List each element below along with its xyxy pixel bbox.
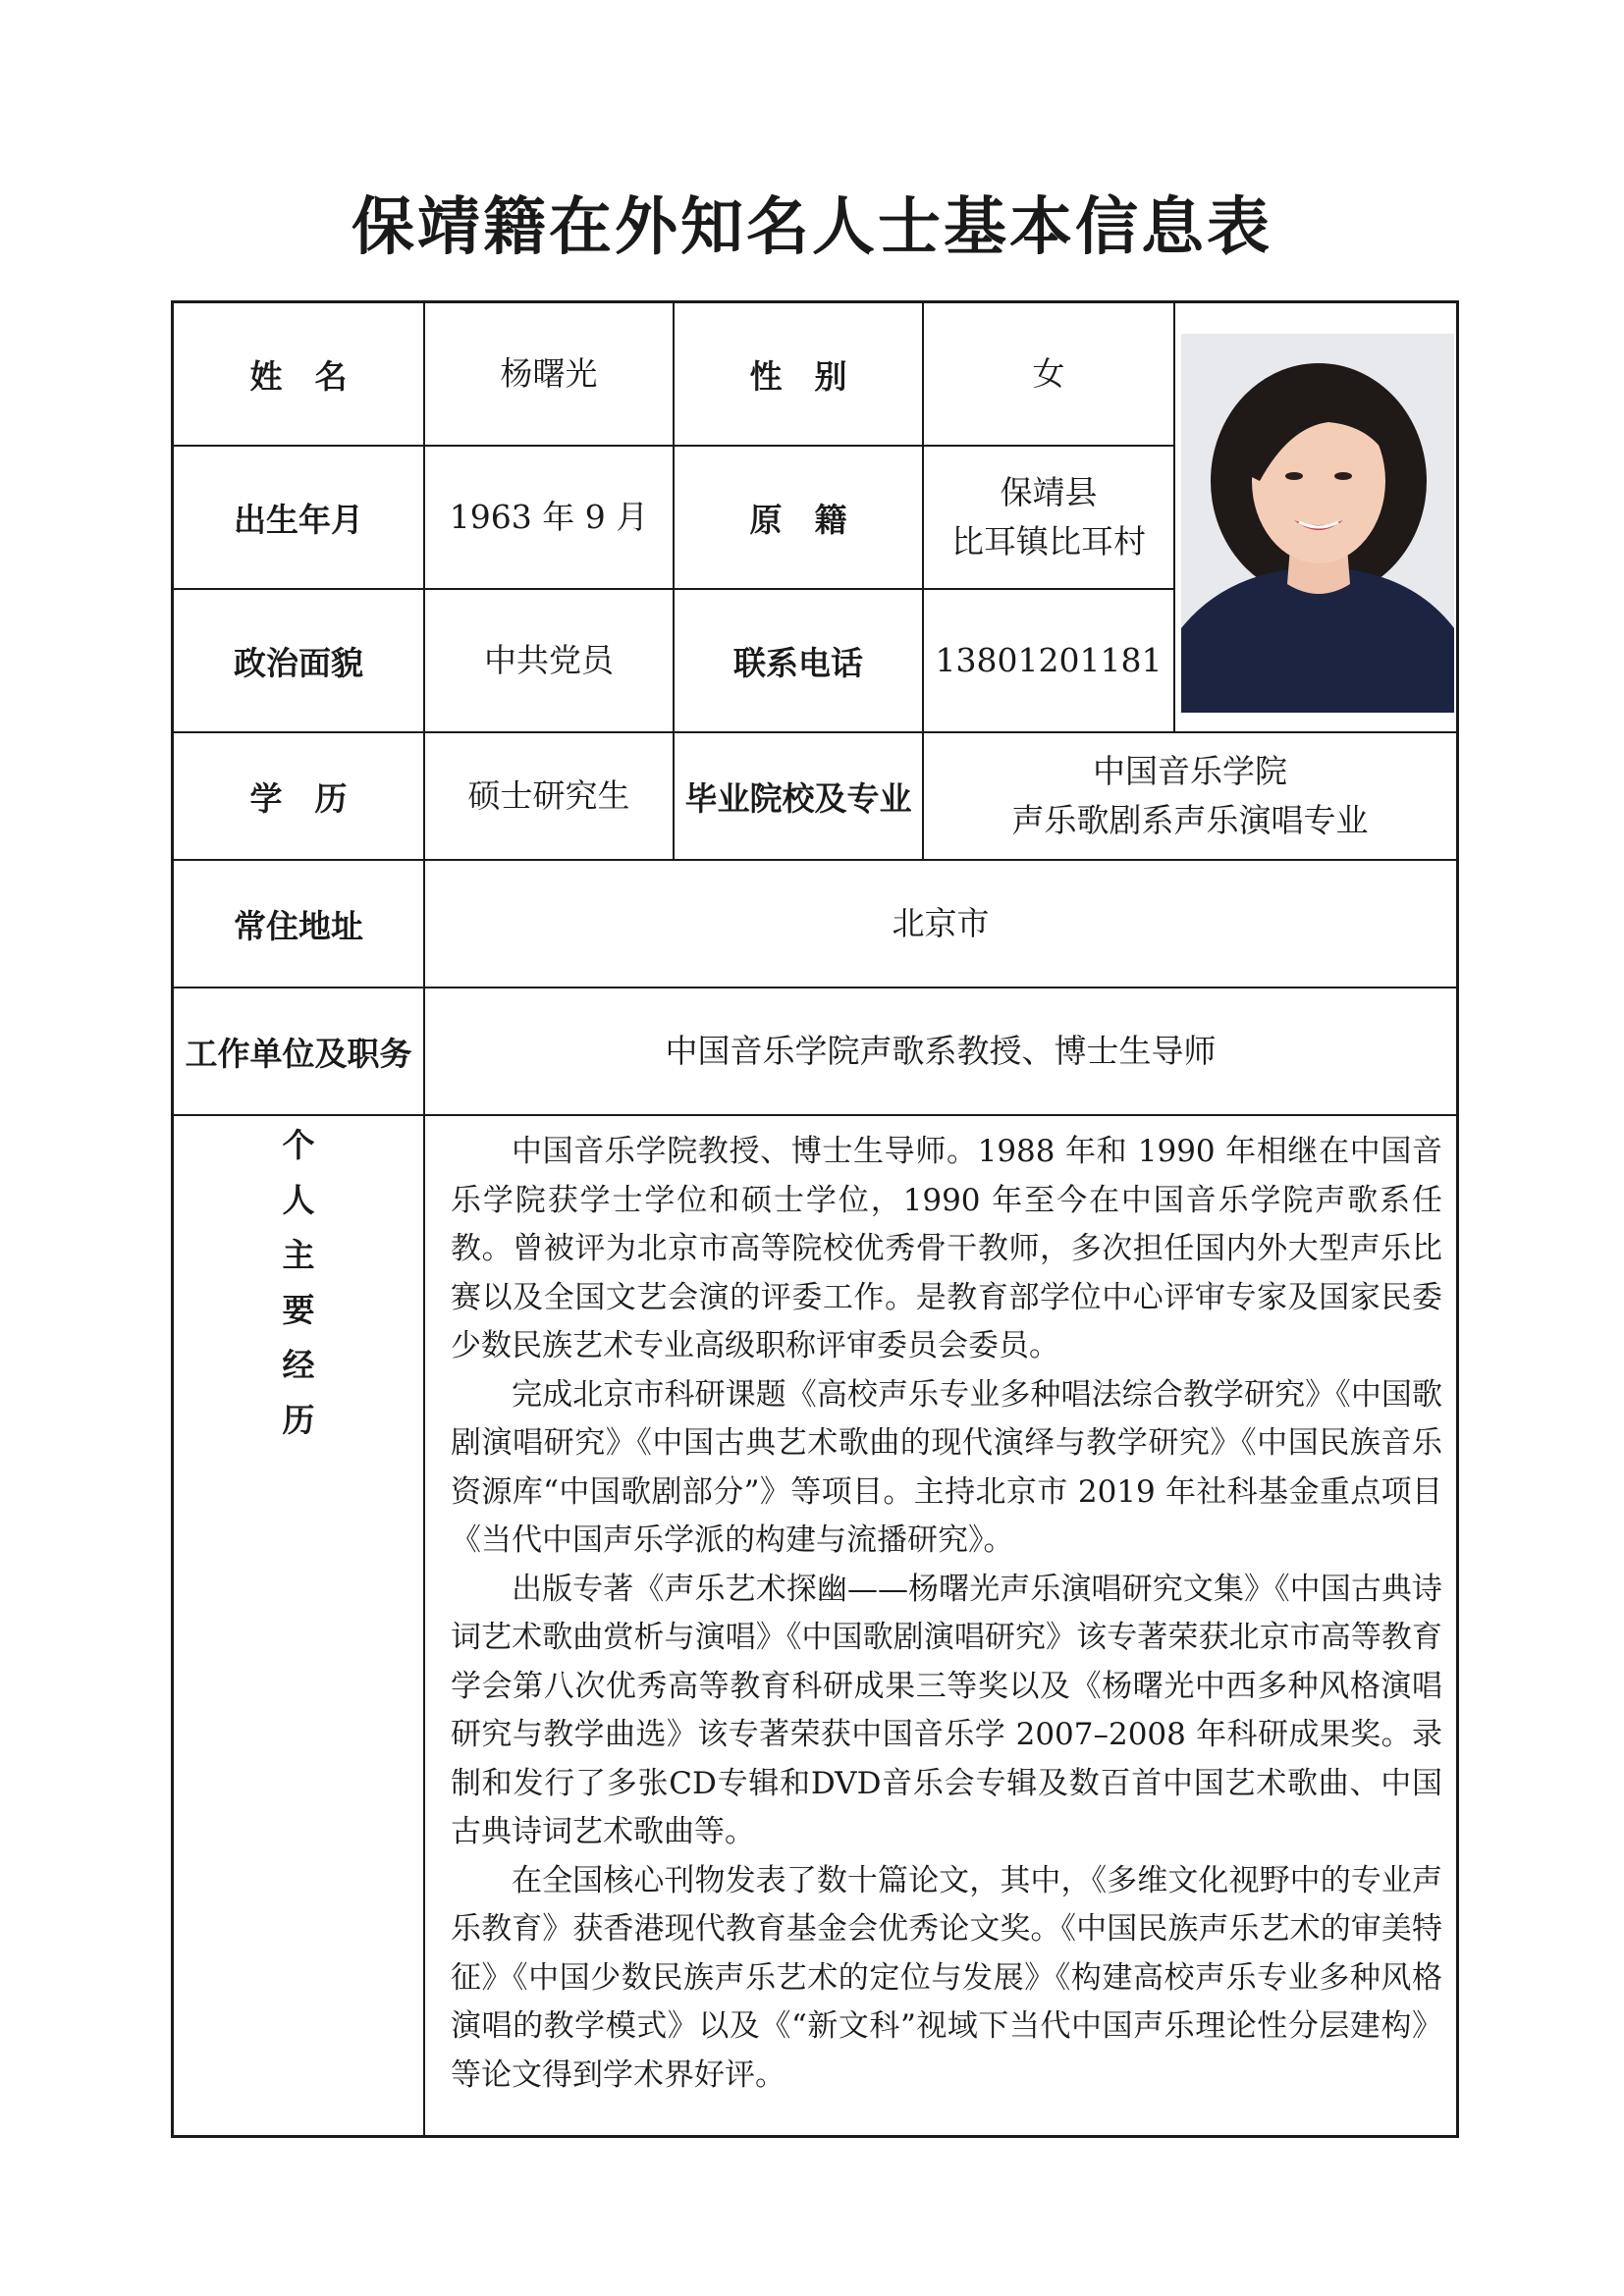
school-value-line2: 声乐歌剧系声乐演唱专业 <box>1011 801 1369 839</box>
resume-label-char: 历 <box>282 1401 315 1439</box>
origin-value-line2: 比耳镇比耳村 <box>951 522 1146 561</box>
resume-paragraph: 在全国核心刊物发表了数十篇论文，其中，《多维文化视野中的专业声乐教育》获香港现代教育基金会优秀论文奖。《中国民族声乐艺术的审美特征》《中国少数民族声乐艺术的定位与发展》《构建高校声乐专业多种风格演唱的教学模式》以及《“新文科”视域下当代中国声乐理论性分层建构》等论文得到学术界好评。 <box>451 1862 1442 2093</box>
name-label: 姓 名 <box>249 356 348 396</box>
portrait-illustration <box>1181 334 1454 713</box>
origin-value-line1: 保靖县 <box>1000 473 1098 511</box>
school-value-line1: 中国音乐学院 <box>1093 752 1287 790</box>
resume-label-char: 人 <box>282 1181 315 1219</box>
political-value: 中共党员 <box>484 641 614 679</box>
phone-value: 13801201181 <box>935 641 1163 679</box>
work-value: 中国音乐学院声歌系教授、博士生导师 <box>665 1032 1217 1070</box>
work-label: 工作单位及职务 <box>185 1034 412 1073</box>
row-divider <box>174 1114 1456 1116</box>
resume-paragraph: 出版专著《声乐艺术探幽——杨曙光声乐演唱研究文集》《中国古典诗词艺术歌曲赏析与演唱》《中国歌剧演唱研究》该专著荣获北京市高等教育学会第八次优秀高等教育科研成果三等奖以及《杨曙光中西多种风格演唱研究与教学曲选》该专著荣获中国音乐学 2007–2008 年科研成果奖。录制和发行了多张CD专辑和DVD音乐会专辑及数百首中国艺术歌曲、中国古典诗词艺术歌曲等。 <box>451 1571 1442 1849</box>
address-label: 常住地址 <box>234 906 363 945</box>
page-title: 保靖籍在外知名人士基本信息表 <box>352 190 1272 264</box>
resume-label <box>174 1118 423 1448</box>
resume-label-char: 要 <box>282 1291 315 1329</box>
gender-label: 性 别 <box>749 356 847 396</box>
name-value: 杨曙光 <box>500 354 598 393</box>
address-value: 北京市 <box>892 904 990 942</box>
resume-label-char: 个 <box>282 1126 315 1164</box>
portrait-photo <box>1181 334 1454 713</box>
gender-value: 女 <box>1032 354 1065 393</box>
education-value: 硕士研究生 <box>467 776 630 815</box>
phone-label: 联系电话 <box>733 643 863 682</box>
resume-text <box>451 1128 1442 2100</box>
column-divider <box>1173 303 1175 731</box>
resume-paragraph: 中国音乐学院教授、博士生导师。1988 年和 1990 年相继在中国音乐学院获学士学位和硕士学位，1990 年至今在中国音乐学院声歌系任教。曾被评为北京市高等院校优秀骨干教师，多次担任国内外大型声乐比赛以及全国文艺会演的评委工作。是教育部学位中心评审专家及国家民委少数民族艺术专业高级职称评审委员会委员。 <box>451 1134 1442 1363</box>
origin-value <box>924 447 1173 588</box>
resume-label-char: 主 <box>282 1236 315 1274</box>
info-table <box>171 300 1459 2138</box>
education-label: 学 历 <box>249 778 348 818</box>
school-label: 毕业院校及专业 <box>684 778 912 818</box>
resume-paragraph: 完成北京市科研课题《高校声乐专业多种唱法综合教学研究》《中国歌剧演唱研究》《中国古典艺术歌曲的现代演绎与教学研究》《中国民族音乐资源库“中国歌剧部分”》等项目。主持北京市 2019 年社科基金重点项目《当代中国声乐学派的构建与流播研究》。 <box>451 1376 1442 1558</box>
school-value <box>924 733 1456 859</box>
birth-value: 1963 年 9 月 <box>449 498 649 536</box>
origin-label: 原 籍 <box>749 500 847 539</box>
resume-label-char: 经 <box>282 1346 315 1384</box>
political-label: 政治面貌 <box>234 643 363 682</box>
birth-label: 出生年月 <box>234 500 363 539</box>
